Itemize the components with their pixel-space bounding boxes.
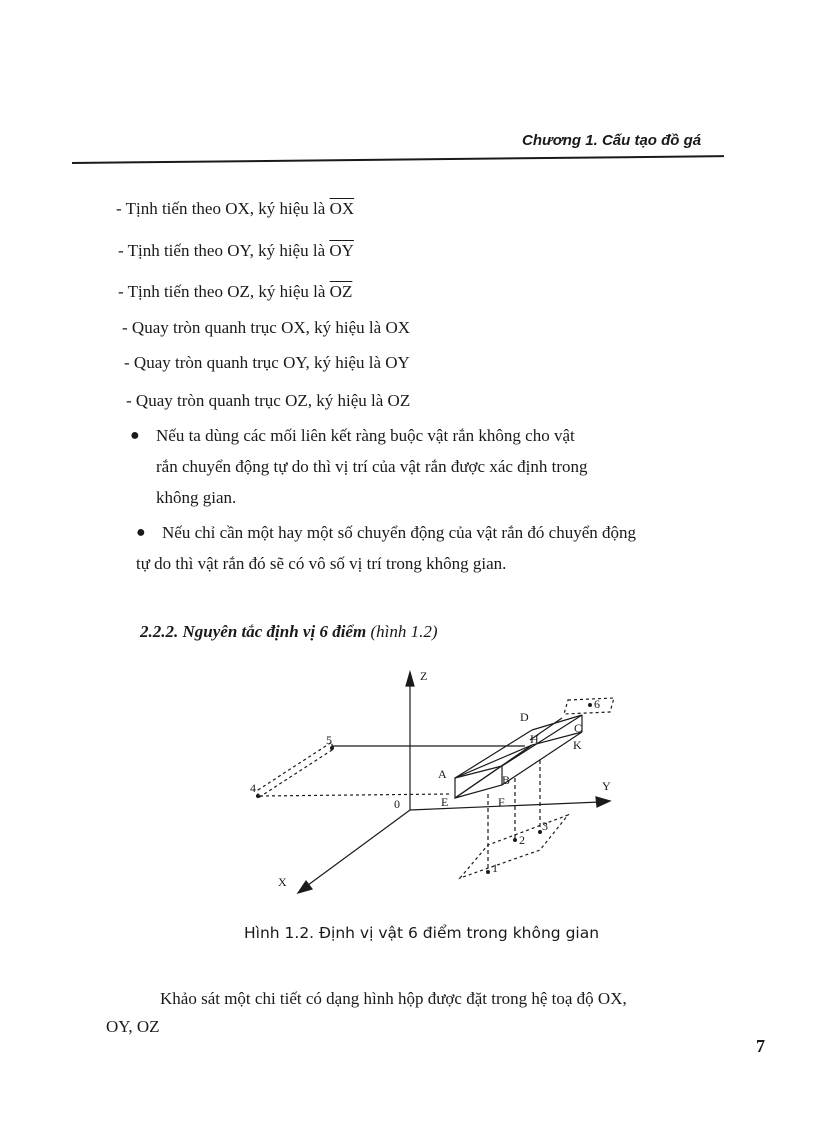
point-d-label: D — [520, 710, 529, 724]
bullet-line: không gian. — [156, 488, 237, 507]
list-item-text: - Tịnh tiến theo OZ, ký hiệu là — [118, 282, 330, 301]
y-axis — [410, 802, 600, 810]
list-item — [118, 282, 352, 302]
list-item — [122, 318, 410, 338]
section-heading — [140, 622, 438, 642]
point-c-label: C — [574, 721, 583, 735]
body-paragraph-line: Khảo sát một chi tiết có dạng hình hộp được đặt trong hệ toạ độ OX, — [160, 989, 627, 1008]
bullet-dot-icon: ● — [130, 427, 140, 444]
list-item — [124, 353, 410, 373]
point-f-label: F — [498, 795, 505, 809]
list-item-text: - Tịnh tiến theo OY, ký hiệu là — [118, 241, 330, 260]
bullet-line: rắn chuyển động tự do thì vị trí của vật rắn được xác định trong — [156, 457, 588, 476]
list-item-symbol: $\overline{OZ}$ — [329, 282, 353, 301]
plane-left — [258, 742, 332, 798]
point-4-label: 4 — [250, 781, 256, 795]
point-h-label: H — [530, 732, 539, 746]
point-1-label: 1 — [492, 861, 498, 875]
list-item — [116, 199, 354, 219]
section-title: 2.2.2. Nguyên tắc định vị 6 điểm — [140, 622, 367, 641]
bullet-line: Nếu ta dùng các mối liên kết ràng buộc vật rắn không cho vật — [156, 426, 575, 445]
x-label: X — [278, 875, 287, 889]
list-item — [118, 241, 354, 261]
plane-bottom — [460, 815, 568, 878]
z-label: Z — [420, 669, 428, 683]
origin-label: 0 — [394, 797, 400, 811]
x-axis — [304, 810, 410, 888]
bullet-line: Nếu chỉ cần một hay một số chuyển động của vật rắn đó chuyển động — [162, 523, 636, 542]
point-6-label: 6 — [594, 697, 600, 711]
z-arrow-icon — [406, 672, 414, 686]
list-item — [126, 391, 410, 411]
chapter-header: Chương 1. Cấu tạo đồ gá — [522, 132, 702, 149]
list-item-symbol: $\overline{OX}$ — [329, 199, 355, 218]
bullet-paragraph — [130, 420, 588, 513]
bullet-dot-icon: ● — [136, 524, 146, 541]
list-item-text: - Quay tròn quanh trục OZ, ký hiệu là — [126, 391, 388, 410]
point-2-label: 2 — [519, 833, 525, 847]
header-rule — [72, 155, 724, 164]
list-item-text: - Quay tròn quanh trục OX, ký hiệu là — [122, 318, 386, 337]
point-e-label: E — [441, 795, 449, 809]
list-item-symbol: OX — [385, 318, 410, 337]
page-number: 7 — [756, 1036, 765, 1056]
list-item-text: - Tịnh tiến theo OX, ký hiệu là — [116, 199, 330, 218]
y-label: Y — [602, 779, 611, 793]
list-item-symbol: OZ — [387, 391, 411, 410]
point-3-label: 3 — [542, 819, 548, 833]
figure-caption: Hình 1.2. Định vị vật 6 điểm trong không gian — [244, 924, 600, 942]
list-item-text: - Quay tròn quanh trục OY, ký hiệu là — [124, 353, 386, 372]
bullet-paragraph — [136, 517, 636, 579]
list-item-symbol: $\overline{OY}$ — [329, 241, 354, 260]
body-paragraph-line: OY, OZ — [106, 1017, 160, 1036]
point-k-label: K — [573, 738, 582, 752]
bullet-line: tự do thì vật rắn đó sẽ có vô số vị trí trong không gian. — [136, 554, 507, 573]
section-ref: (hình 1.2) — [370, 622, 438, 641]
x-arrow-icon — [298, 881, 312, 893]
point-b-label: B — [502, 773, 511, 787]
y-arrow-icon — [596, 797, 610, 807]
point-a-label: A — [438, 767, 447, 781]
list-item-symbol: OY — [385, 353, 410, 372]
figure-diagram — [240, 660, 640, 905]
point-5-label: 5 — [326, 733, 332, 747]
block — [455, 715, 582, 798]
